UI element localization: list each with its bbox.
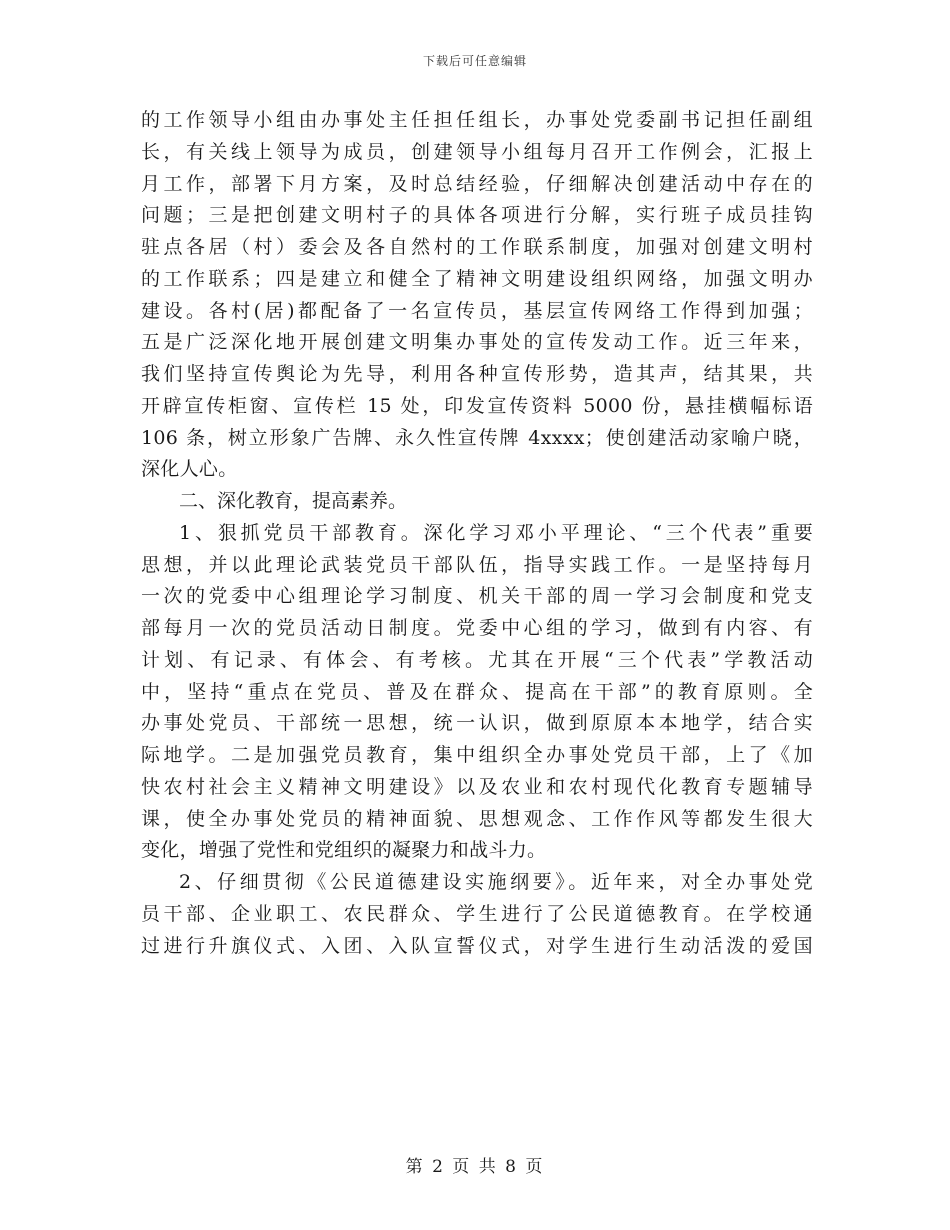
text-line: 中，坚持“重点在党员、普及在群众、提高在干部”的教育原则。全 [141, 680, 813, 703]
text-line: 2、仔细贯彻《公民道德建设实施纲要》。近年来，对全办事处党 [179, 871, 813, 893]
page-number-label: 第 2 页 共 8 页 [405, 1157, 545, 1177]
text-line: 的工作领导小组由办事处主任担任组长，办事处党委副书记担任副组 [141, 109, 813, 131]
text-line: 快农村社会主义精神文明建设》以及农业和农村现代化教育专题辅导 [141, 775, 813, 798]
text-line: 问题；三是把创建文明村子的具体各项进行分解，实行班子成员挂钩 [141, 204, 813, 227]
text-line: 驻点各居（村）委会及各自然村的工作联系制度，加强对创建文明村 [141, 236, 813, 258]
text-line: 变化，增强了党性和党组织的凝聚力和战斗力。 [141, 839, 547, 862]
text-line: 的工作联系；四是建立和健全了精神文明建设组织网络，加强文明办 [141, 267, 813, 290]
text-line: 办事处党员、干部统一思想，统一认识，做到原原本本地学，结合实 [141, 712, 813, 735]
paragraph-1 [141, 105, 813, 486]
text-line: 五是广泛深化地开展创建文明集办事处的宣传发动工作。近三年来， [141, 331, 813, 354]
text-line: 长，有关线上领导为成员，创建领导小组每月召开工作例会，汇报上 [141, 140, 813, 163]
text-line: 思想，并以此理论武装党员干部队伍，指导实践工作。一是坚持每月 [141, 553, 813, 576]
text-line: 计划、有记录、有体会、有考核。尤其在开展“三个代表”学教活动 [141, 648, 813, 671]
text-line: 课，使全办事处党员的精神面貌、思想观念、工作作风等都发生很大 [141, 807, 813, 830]
page-number [0, 1152, 950, 1177]
page-header-note: 下载后可任意编辑 [422, 54, 527, 68]
text-line: 建设。各村(居)都配备了一名宣传员，基层宣传网络工作得到加强； [141, 299, 813, 322]
text-line: 开辟宣传柜窗、宣传栏 15 处，印发宣传资料 5000 份，悬挂横幅标语 [141, 394, 813, 417]
text-line: 106 条，树立形象广告牌、永久性宣传牌 4xxxx；使创建活动家喻户晓， [141, 426, 813, 449]
section-heading: 二、深化教育，提高素养。 [179, 490, 408, 512]
text-line: 部每月一次的党员活动日制度。党委中心组的学习，做到有内容、有 [141, 617, 813, 639]
text-line: 际地学。二是加强党员教育，集中组织全办事处党员干部，上了《加 [141, 744, 813, 766]
text-line: 过进行升旗仪式、入团、入队宣誓仪式，对学生进行生动活泼的爱国 [141, 934, 813, 957]
document-body [141, 105, 813, 962]
paragraph-3 [141, 867, 813, 962]
text-line: 一次的党委中心组理论学习制度、机关干部的周一学习会制度和党支 [141, 585, 813, 608]
text-line: 深化人心。 [141, 458, 238, 481]
text-line: 员干部、企业职工、农民群众、学生进行了公民道德教育。在学校通 [141, 902, 813, 925]
paragraph-2 [141, 518, 813, 867]
text-line: 我们坚持宣传舆论为先导，利用各种宣传形势，造其声，结其果，共 [141, 363, 813, 385]
text-line: 1、狠抓党员干部教育。深化学习邓小平理论、“三个代表”重要 [179, 521, 813, 544]
text-line: 月工作，部署下月方案，及时总结经验，仔细解决创建活动中存在的 [141, 172, 813, 195]
